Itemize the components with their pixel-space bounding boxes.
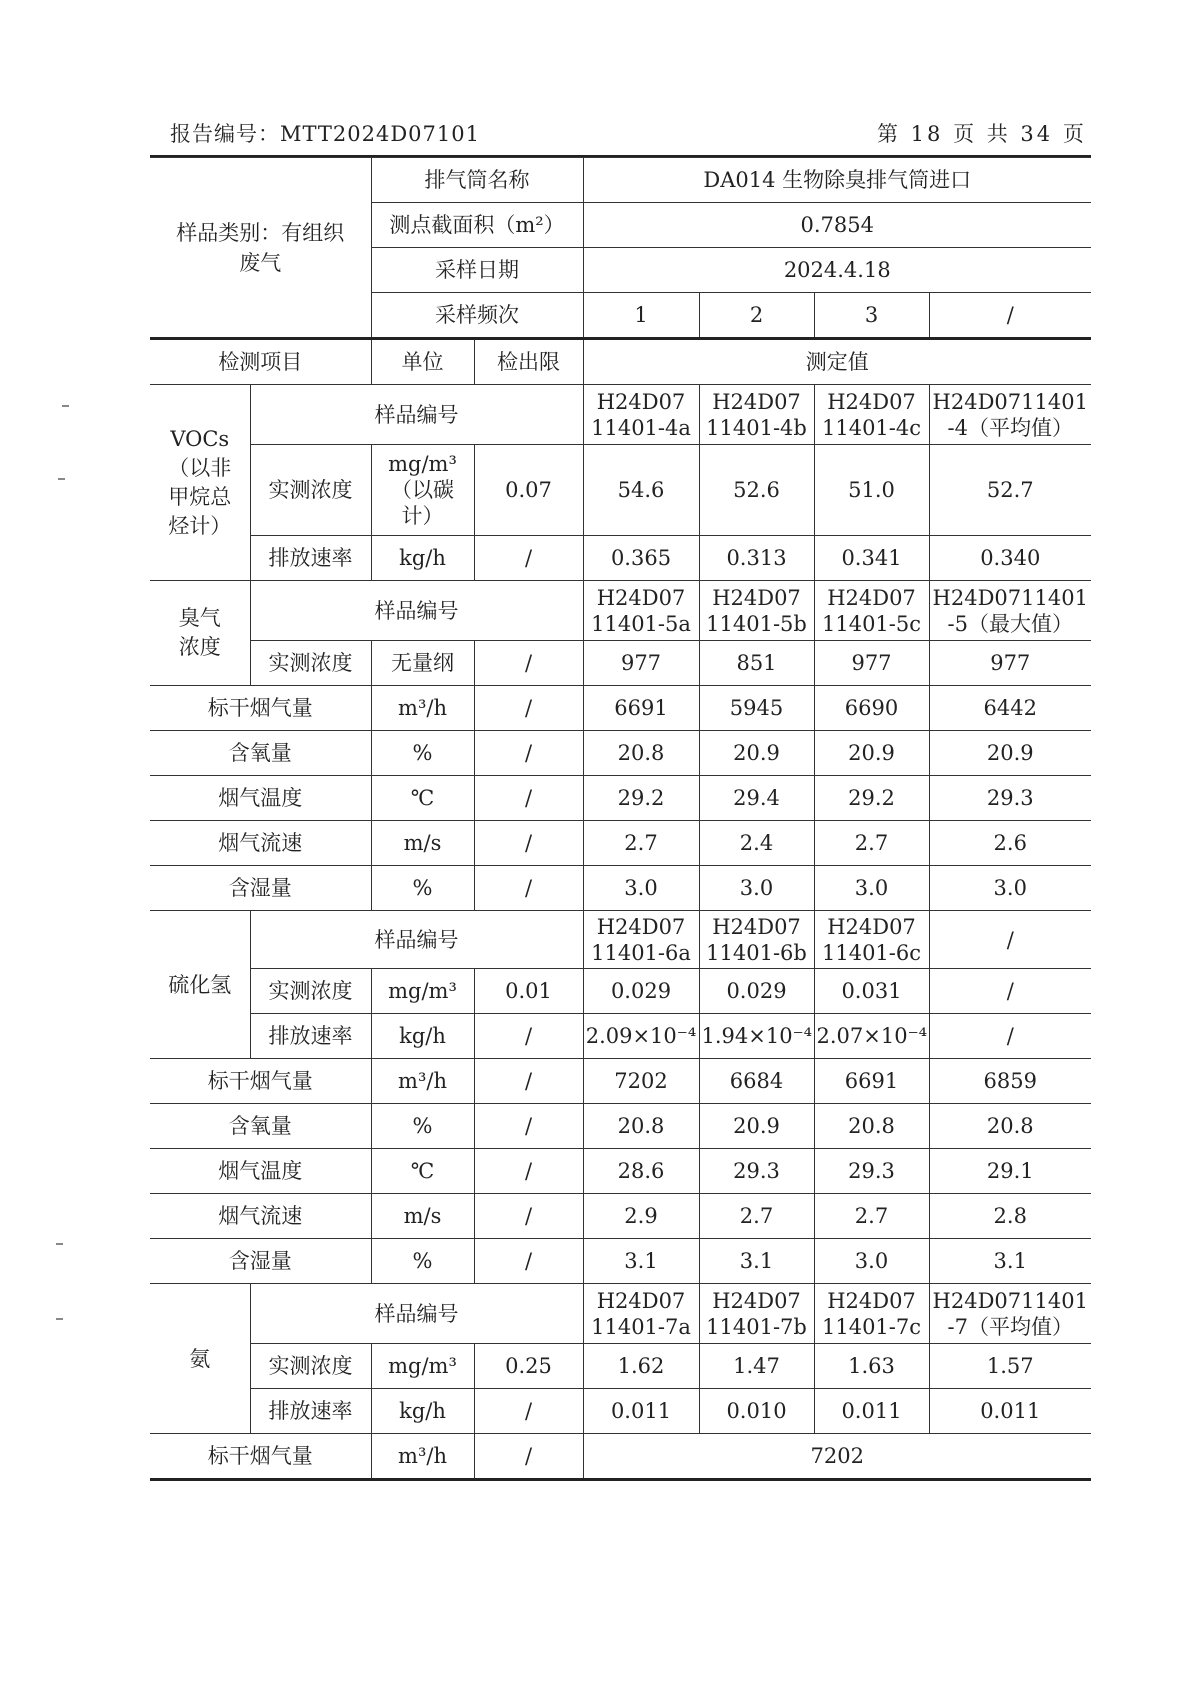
param-value: 28.6 bbox=[583, 1149, 699, 1194]
param-limit: / bbox=[474, 731, 583, 776]
h2s-sample-row bbox=[150, 911, 1091, 969]
param-unit: % bbox=[371, 1239, 474, 1284]
param-unit: m³/h bbox=[371, 686, 474, 731]
scan-mark bbox=[58, 478, 65, 480]
sample-id: H24D07 11401-6a bbox=[583, 911, 699, 969]
stack-name: DA014 生物除臭排气筒进口 bbox=[583, 158, 1091, 203]
param-value: 3.1 bbox=[583, 1239, 699, 1284]
param-limit: / bbox=[474, 1149, 583, 1194]
nh3-rate-value: 0.011 bbox=[583, 1389, 699, 1434]
odor-sample-row bbox=[150, 581, 1091, 641]
sample-id: H24D07 11401-4c bbox=[814, 385, 929, 445]
vocs-conc-value: 51.0 bbox=[814, 445, 929, 536]
param-row bbox=[150, 1239, 1091, 1284]
sample-id: H24D07 11401-6c bbox=[814, 911, 929, 969]
col-unit: 单位 bbox=[371, 339, 474, 385]
sample-id: / bbox=[929, 911, 1091, 969]
param-value: 2.7 bbox=[583, 821, 699, 866]
odor-conc-limit: / bbox=[474, 641, 583, 686]
vocs-sample-row bbox=[150, 385, 1091, 445]
param-row bbox=[150, 686, 1091, 731]
param-value: 3.1 bbox=[699, 1239, 814, 1284]
param-row bbox=[150, 1194, 1091, 1239]
report-number: 报告编号：MTT2024D07101 bbox=[170, 122, 480, 146]
nh3-rate-label: 排放速率 bbox=[250, 1389, 371, 1434]
vocs-rate-label: 排放速率 bbox=[250, 536, 371, 581]
scan-mark bbox=[56, 1318, 63, 1320]
param-row bbox=[150, 776, 1091, 821]
freq-cell: 1 bbox=[583, 293, 699, 339]
param-row bbox=[150, 1149, 1091, 1194]
nh3-conc-row bbox=[150, 1344, 1091, 1389]
vocs-rate-value: 0.341 bbox=[814, 536, 929, 581]
param-label: 含氧量 bbox=[150, 1104, 371, 1149]
nh3-sample-label: 样品编号 bbox=[250, 1284, 583, 1344]
nh3-conc-unit: mg/m³ bbox=[371, 1344, 474, 1389]
odor-conc-unit: 无量纲 bbox=[371, 641, 474, 686]
param-row bbox=[150, 1104, 1091, 1149]
sample-id: H24D07 11401-7b bbox=[699, 1284, 814, 1344]
freq-label: 采样频次 bbox=[371, 293, 583, 339]
param-value: 20.8 bbox=[929, 1104, 1091, 1149]
param-label: 烟气温度 bbox=[150, 776, 371, 821]
area-label: 测点截面积（m²） bbox=[371, 203, 583, 248]
vocs-conc-limit: 0.07 bbox=[474, 445, 583, 536]
vocs-rate-value: 0.365 bbox=[583, 536, 699, 581]
sample-type: 样品类别：有组织废气 bbox=[150, 158, 371, 339]
scan-mark bbox=[56, 1243, 63, 1245]
h2s-conc-label: 实测浓度 bbox=[250, 969, 371, 1014]
scan-mark bbox=[62, 405, 69, 407]
param-limit: / bbox=[474, 776, 583, 821]
param-label: 含湿量 bbox=[150, 866, 371, 911]
vocs-rate-value: 0.340 bbox=[929, 536, 1091, 581]
h2s-conc-limit: 0.01 bbox=[474, 969, 583, 1014]
param-value: 20.9 bbox=[699, 731, 814, 776]
param-value: 20.8 bbox=[583, 1104, 699, 1149]
sample-id: H24D0711401 -5（最大值） bbox=[929, 581, 1091, 641]
sample-id: H24D07 11401-5c bbox=[814, 581, 929, 641]
sample-id: H24D07 11401-7a bbox=[583, 1284, 699, 1344]
sample-id: H24D0711401 -7（平均值） bbox=[929, 1284, 1091, 1344]
param-value: 20.9 bbox=[814, 731, 929, 776]
nh3-rate-row bbox=[150, 1389, 1091, 1434]
h2s-rate-row bbox=[150, 1014, 1091, 1059]
vocs-conc-unit: mg/m³（以碳计） bbox=[371, 445, 474, 536]
sample-id: H24D0711401 -4（平均值） bbox=[929, 385, 1091, 445]
sample-id: H24D07 11401-6b bbox=[699, 911, 814, 969]
odor-conc-value: 977 bbox=[929, 641, 1091, 686]
nh3-conc-value: 1.62 bbox=[583, 1344, 699, 1389]
nh3-rate-value: 0.010 bbox=[699, 1389, 814, 1434]
param-value: 2.7 bbox=[699, 1194, 814, 1239]
final-label: 标干烟气量 bbox=[150, 1434, 371, 1480]
param-unit: m/s bbox=[371, 821, 474, 866]
param-label: 标干烟气量 bbox=[150, 686, 371, 731]
param-row bbox=[150, 866, 1091, 911]
param-value: 2.9 bbox=[583, 1194, 699, 1239]
final-flow-row bbox=[150, 1434, 1091, 1480]
param-label: 烟气流速 bbox=[150, 821, 371, 866]
param-row bbox=[150, 1059, 1091, 1104]
param-value: 29.3 bbox=[699, 1149, 814, 1194]
h2s-conc-unit: mg/m³ bbox=[371, 969, 474, 1014]
odor-conc-value: 977 bbox=[583, 641, 699, 686]
param-label: 烟气温度 bbox=[150, 1149, 371, 1194]
param-value: 6859 bbox=[929, 1059, 1091, 1104]
odor-name: 臭气浓度 bbox=[150, 581, 250, 686]
param-value: 29.3 bbox=[929, 776, 1091, 821]
param-limit: / bbox=[474, 1104, 583, 1149]
sample-id: H24D07 11401-4b bbox=[699, 385, 814, 445]
param-value: 2.4 bbox=[699, 821, 814, 866]
odor-conc-row bbox=[150, 641, 1091, 686]
param-value: 29.2 bbox=[583, 776, 699, 821]
param-label: 标干烟气量 bbox=[150, 1059, 371, 1104]
vocs-conc-label: 实测浓度 bbox=[250, 445, 371, 536]
param-label: 烟气流速 bbox=[150, 1194, 371, 1239]
col-item: 检测项目 bbox=[150, 339, 371, 385]
param-value: 29.4 bbox=[699, 776, 814, 821]
date-value: 2024.4.18 bbox=[583, 248, 1091, 293]
final-value: 7202 bbox=[583, 1434, 1091, 1480]
param-unit: m³/h bbox=[371, 1059, 474, 1104]
final-unit: m³/h bbox=[371, 1434, 474, 1480]
param-unit: ℃ bbox=[371, 1149, 474, 1194]
odor-conc-label: 实测浓度 bbox=[250, 641, 371, 686]
vocs-name: VOCs（以非甲烷总烃计） bbox=[150, 385, 250, 581]
freq-cell: 3 bbox=[814, 293, 929, 339]
nh3-rate-unit: kg/h bbox=[371, 1389, 474, 1434]
h2s-rate-value: 2.09×10⁻⁴ bbox=[583, 1014, 699, 1059]
odor-conc-value: 851 bbox=[699, 641, 814, 686]
vocs-conc-row bbox=[150, 445, 1091, 536]
param-value: 20.8 bbox=[583, 731, 699, 776]
param-value: 20.9 bbox=[699, 1104, 814, 1149]
h2s-rate-unit: kg/h bbox=[371, 1014, 474, 1059]
info-row-stack bbox=[150, 158, 1091, 203]
param-label: 含湿量 bbox=[150, 1239, 371, 1284]
h2s-conc-value: 0.029 bbox=[583, 969, 699, 1014]
param-limit: / bbox=[474, 1239, 583, 1284]
nh3-rate-value: 0.011 bbox=[929, 1389, 1091, 1434]
vocs-rate-row bbox=[150, 536, 1091, 581]
param-label: 含氧量 bbox=[150, 731, 371, 776]
nh3-sample-row bbox=[150, 1284, 1091, 1344]
param-unit: % bbox=[371, 1104, 474, 1149]
nh3-conc-value: 1.63 bbox=[814, 1344, 929, 1389]
page-number: 第 18 页 共 34 页 bbox=[877, 122, 1087, 146]
param-row bbox=[150, 731, 1091, 776]
vocs-rate-value: 0.313 bbox=[699, 536, 814, 581]
param-limit: / bbox=[474, 1059, 583, 1104]
param-value: 6690 bbox=[814, 686, 929, 731]
param-unit: % bbox=[371, 866, 474, 911]
param-value: 3.0 bbox=[814, 866, 929, 911]
param-value: 5945 bbox=[699, 686, 814, 731]
column-header-row bbox=[150, 339, 1091, 385]
col-value: 测定值 bbox=[583, 339, 1091, 385]
nh3-name: 氨 bbox=[150, 1284, 250, 1434]
param-unit: % bbox=[371, 731, 474, 776]
date-label: 采样日期 bbox=[371, 248, 583, 293]
vocs-sample-label: 样品编号 bbox=[250, 385, 583, 445]
nh3-rate-limit: / bbox=[474, 1389, 583, 1434]
nh3-conc-value: 1.47 bbox=[699, 1344, 814, 1389]
vocs-rate-limit: / bbox=[474, 536, 583, 581]
freq-cell: 2 bbox=[699, 293, 814, 339]
h2s-sample-label: 样品编号 bbox=[250, 911, 583, 969]
h2s-rate-label: 排放速率 bbox=[250, 1014, 371, 1059]
param-value: 3.0 bbox=[814, 1239, 929, 1284]
nh3-conc-label: 实测浓度 bbox=[250, 1344, 371, 1389]
param-value: 29.1 bbox=[929, 1149, 1091, 1194]
param-value: 6691 bbox=[814, 1059, 929, 1104]
param-limit: / bbox=[474, 866, 583, 911]
param-value: 6691 bbox=[583, 686, 699, 731]
sample-id: H24D07 11401-5a bbox=[583, 581, 699, 641]
stack-name-label: 排气筒名称 bbox=[371, 158, 583, 203]
param-unit: m/s bbox=[371, 1194, 474, 1239]
report-table bbox=[150, 157, 1091, 1481]
param-value: 3.0 bbox=[929, 866, 1091, 911]
sample-id: H24D07 11401-7c bbox=[814, 1284, 929, 1344]
param-value: 2.6 bbox=[929, 821, 1091, 866]
param-value: 2.8 bbox=[929, 1194, 1091, 1239]
param-value: 7202 bbox=[583, 1059, 699, 1104]
nh3-rate-value: 0.011 bbox=[814, 1389, 929, 1434]
nh3-conc-limit: 0.25 bbox=[474, 1344, 583, 1389]
param-row bbox=[150, 821, 1091, 866]
col-limit: 检出限 bbox=[474, 339, 583, 385]
nh3-conc-value: 1.57 bbox=[929, 1344, 1091, 1389]
sample-id: H24D07 11401-5b bbox=[699, 581, 814, 641]
h2s-rate-limit: / bbox=[474, 1014, 583, 1059]
sample-id: H24D07 11401-4a bbox=[583, 385, 699, 445]
h2s-conc-value: / bbox=[929, 969, 1091, 1014]
vocs-conc-value: 52.7 bbox=[929, 445, 1091, 536]
freq-cell: / bbox=[929, 293, 1091, 339]
param-value: 29.3 bbox=[814, 1149, 929, 1194]
param-value: 29.2 bbox=[814, 776, 929, 821]
h2s-name: 硫化氢 bbox=[150, 911, 250, 1059]
h2s-conc-row bbox=[150, 969, 1091, 1014]
param-limit: / bbox=[474, 1194, 583, 1239]
param-value: 3.1 bbox=[929, 1239, 1091, 1284]
param-value: 6442 bbox=[929, 686, 1091, 731]
h2s-conc-value: 0.031 bbox=[814, 969, 929, 1014]
param-limit: / bbox=[474, 686, 583, 731]
h2s-rate-value: / bbox=[929, 1014, 1091, 1059]
h2s-conc-value: 0.029 bbox=[699, 969, 814, 1014]
h2s-rate-value: 2.07×10⁻⁴ bbox=[814, 1014, 929, 1059]
odor-conc-value: 977 bbox=[814, 641, 929, 686]
vocs-rate-unit: kg/h bbox=[371, 536, 474, 581]
param-limit: / bbox=[474, 821, 583, 866]
param-unit: ℃ bbox=[371, 776, 474, 821]
param-value: 2.7 bbox=[814, 821, 929, 866]
param-value: 20.8 bbox=[814, 1104, 929, 1149]
h2s-rate-value: 1.94×10⁻⁴ bbox=[699, 1014, 814, 1059]
param-value: 3.0 bbox=[583, 866, 699, 911]
vocs-conc-value: 52.6 bbox=[699, 445, 814, 536]
param-value: 3.0 bbox=[699, 866, 814, 911]
param-value: 6684 bbox=[699, 1059, 814, 1104]
vocs-conc-value: 54.6 bbox=[583, 445, 699, 536]
odor-sample-label: 样品编号 bbox=[250, 581, 583, 641]
area-value: 0.7854 bbox=[583, 203, 1091, 248]
param-value: 20.9 bbox=[929, 731, 1091, 776]
param-value: 2.7 bbox=[814, 1194, 929, 1239]
final-limit: / bbox=[474, 1434, 583, 1480]
